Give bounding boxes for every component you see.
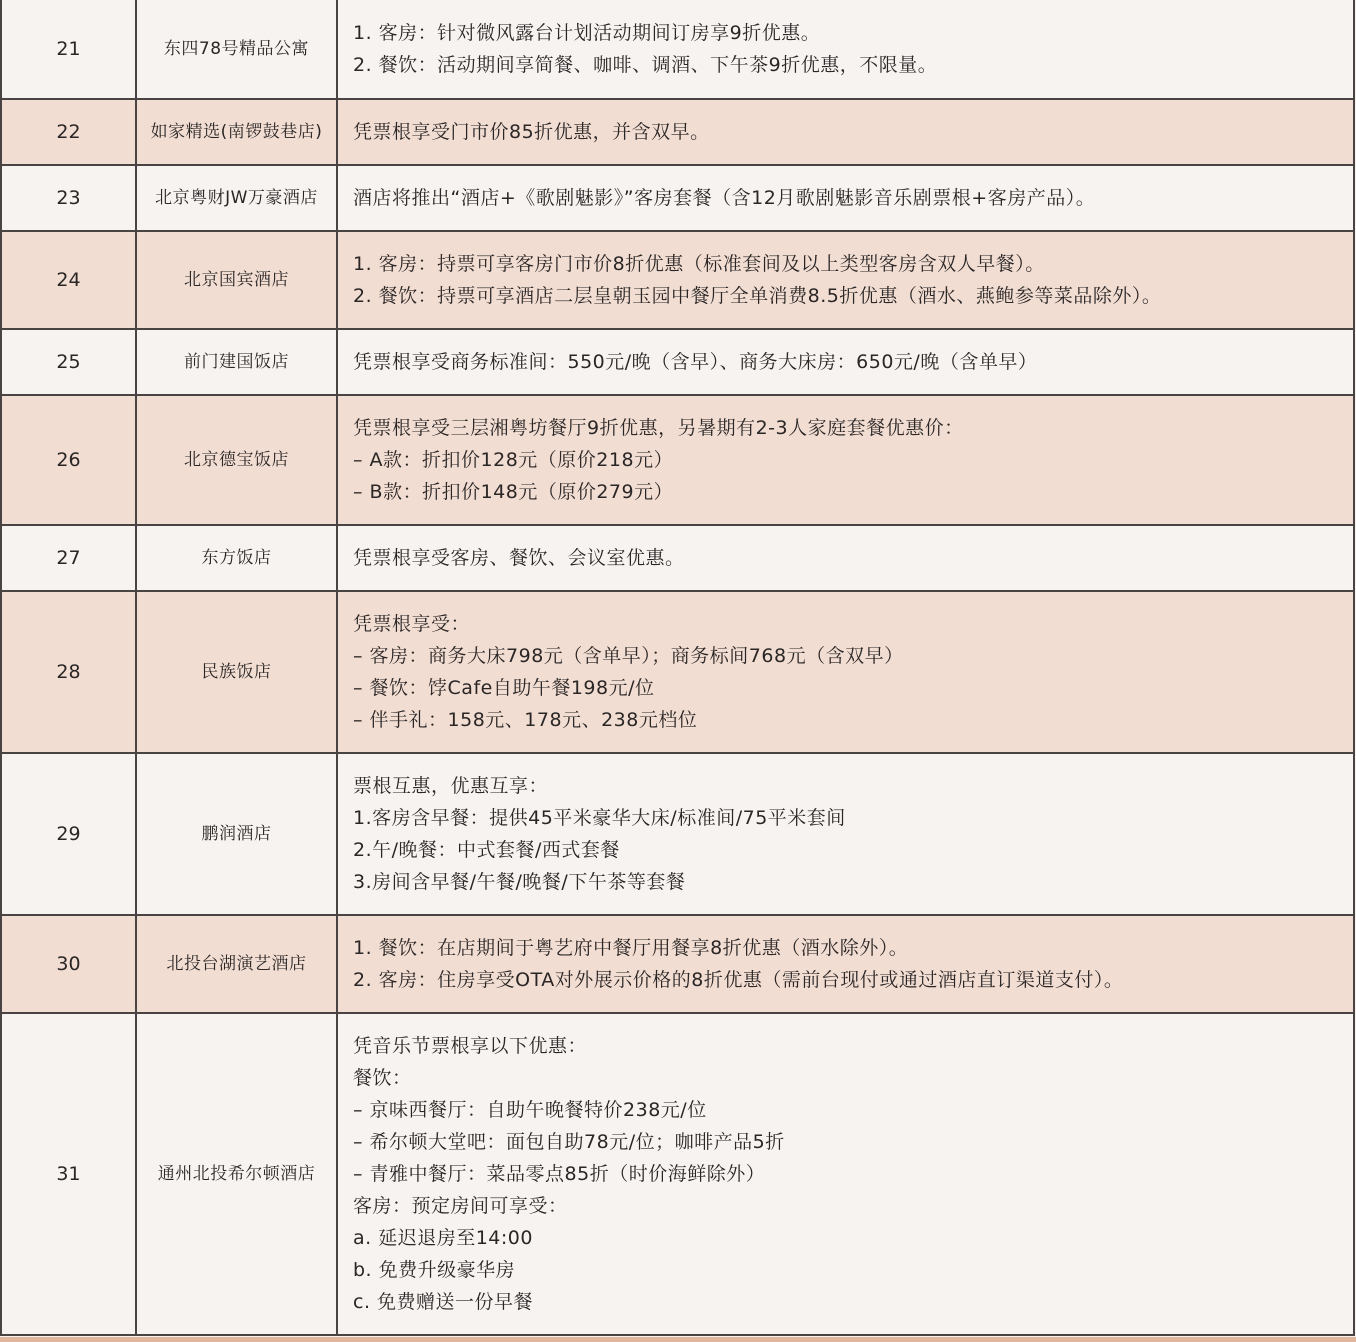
row-number: 21 bbox=[1, 0, 136, 99]
hotel-name: 民族饭店 bbox=[136, 591, 337, 753]
offer-line: – A款：折扣价128元（原价218元） bbox=[353, 449, 674, 471]
offer-description bbox=[337, 329, 1354, 395]
offer-description bbox=[337, 915, 1354, 1013]
table-row bbox=[1, 99, 1354, 165]
offer-description bbox=[337, 591, 1354, 753]
row-number: 28 bbox=[1, 591, 136, 753]
table-row bbox=[1, 753, 1354, 915]
row-number: 30 bbox=[1, 915, 136, 1013]
offer-line: 1. 客房：针对微风露台计划活动期间订房享9折优惠。 bbox=[353, 21, 821, 44]
table-row bbox=[1, 231, 1354, 329]
offer-line: 1. 餐饮：在店期间于粤艺府中餐厅用餐享8折优惠（酒水除外）。 bbox=[353, 937, 909, 959]
offer-line: 2. 餐饮：活动期间享简餐、咖啡、调酒、下午茶9折优惠，不限量。 bbox=[353, 53, 938, 76]
table-row bbox=[1, 0, 1354, 99]
row-number: 27 bbox=[1, 525, 136, 591]
hotel-name: 北京德宝饭店 bbox=[136, 395, 337, 525]
offer-description bbox=[337, 0, 1354, 99]
hotel-name: 北京国宾酒店 bbox=[136, 231, 337, 329]
hotel-name: 北京粤财JW万豪酒店 bbox=[136, 165, 337, 231]
offer-description bbox=[337, 231, 1354, 329]
row-number: 22 bbox=[1, 99, 136, 165]
offer-description bbox=[337, 395, 1354, 525]
offers-table-body bbox=[1, 0, 1354, 1335]
offer-line: 1. 客房：持票可享客房门市价8折优惠（标准套间及以上类型客房含双人早餐）。 bbox=[353, 253, 1045, 275]
table-row bbox=[1, 591, 1354, 753]
row-number: 23 bbox=[1, 165, 136, 231]
offer-line: 2.午/晚餐：中式套餐/西式套餐 bbox=[353, 839, 620, 861]
row-number: 24 bbox=[1, 231, 136, 329]
offer-description bbox=[337, 165, 1354, 231]
offer-line: 凭音乐节票根享以下优惠： bbox=[353, 1035, 588, 1057]
offer-line: – 京味西餐厅：自助午晚餐特价238元/位 bbox=[353, 1099, 707, 1121]
row-number: 29 bbox=[1, 753, 136, 915]
offer-line: 3.房间含早餐/午餐/晚餐/下午茶等套餐 bbox=[353, 871, 686, 893]
hotel-name: 如家精选(南锣鼓巷店) bbox=[136, 99, 337, 165]
offer-line: c. 免费赠送一份早餐 bbox=[353, 1291, 534, 1313]
offer-line: 票根互惠，优惠互享： bbox=[353, 775, 549, 797]
offer-line: 凭票根享受三层湘粤坊餐厅9折优惠，另暑期有2-3人家庭套餐优惠价： bbox=[353, 417, 964, 439]
offer-line: 凭票根享受客房、餐饮、会议室优惠。 bbox=[353, 547, 685, 569]
hotel-name: 鹏润酒店 bbox=[136, 753, 337, 915]
offer-line: 2. 客房：住房享受OTA对外展示价格的8折优惠（需前台现付或通过酒店直订渠道支付）。 bbox=[353, 969, 1124, 991]
offer-description bbox=[337, 525, 1354, 591]
offer-line: – 希尔顿大堂吧：面包自助78元/位；咖啡产品5折 bbox=[353, 1131, 785, 1153]
offer-line: 2. 餐饮：持票可享酒店二层皇朝玉园中餐厅全单消费8.5折优惠（酒水、燕鲍参等菜品除外）。 bbox=[353, 285, 1162, 307]
offer-line: – 客房：商务大床798元（含单早）；商务标间768元（含双早） bbox=[353, 645, 904, 667]
offer-line: 酒店将推出“酒店+《歌剧魅影》”客房套餐（含12月歌剧魅影音乐剧票根+客房产品）。 bbox=[353, 187, 1096, 209]
row-number: 26 bbox=[1, 395, 136, 525]
offer-line: – B款：折扣价148元（原价279元） bbox=[353, 481, 674, 503]
hotel-name: 前门建国饭店 bbox=[136, 329, 337, 395]
offer-line: b. 免费升级豪华房 bbox=[353, 1259, 516, 1281]
hotel-name: 东四78号精品公寓 bbox=[136, 0, 337, 99]
offer-line: 凭票根享受： bbox=[353, 613, 471, 635]
offer-description bbox=[337, 753, 1354, 915]
table-row bbox=[1, 329, 1354, 395]
offer-line: – 餐饮：饽Cafe自助午餐198元/位 bbox=[353, 677, 655, 699]
offer-line: – 青雅中餐厅：菜品零点85折（时价海鲜除外） bbox=[353, 1163, 766, 1185]
offer-line: 客房：预定房间可享受： bbox=[353, 1195, 568, 1217]
table-row bbox=[1, 395, 1354, 525]
row-number: 31 bbox=[1, 1013, 136, 1335]
row-number: 25 bbox=[1, 329, 136, 395]
offer-line: 1.客房含早餐：提供45平米豪华大床/标准间/75平米套间 bbox=[353, 807, 846, 829]
hotel-name: 通州北投希尔顿酒店 bbox=[136, 1013, 337, 1335]
table-row bbox=[1, 1013, 1354, 1335]
offer-line: 餐饮： bbox=[353, 1067, 412, 1089]
offer-description bbox=[337, 1013, 1354, 1335]
hotel-name: 东方饭店 bbox=[136, 525, 337, 591]
offer-line: 凭票根享受商务标准间：550元/晚（含早）、商务大床房：650元/晚（含单早） bbox=[353, 351, 1038, 373]
hotel-name: 北投台湖演艺酒店 bbox=[136, 915, 337, 1013]
offer-description bbox=[337, 99, 1354, 165]
table-bottom-border bbox=[0, 1337, 1356, 1342]
table-row bbox=[1, 525, 1354, 591]
offer-line: – 伴手礼：158元、178元、238元档位 bbox=[353, 709, 698, 731]
table-row bbox=[1, 915, 1354, 1013]
offer-line: a. 延迟退房至14:00 bbox=[353, 1227, 533, 1249]
offer-line: 凭票根享受门市价85折优惠，并含双早。 bbox=[353, 121, 710, 143]
table-row bbox=[1, 165, 1354, 231]
